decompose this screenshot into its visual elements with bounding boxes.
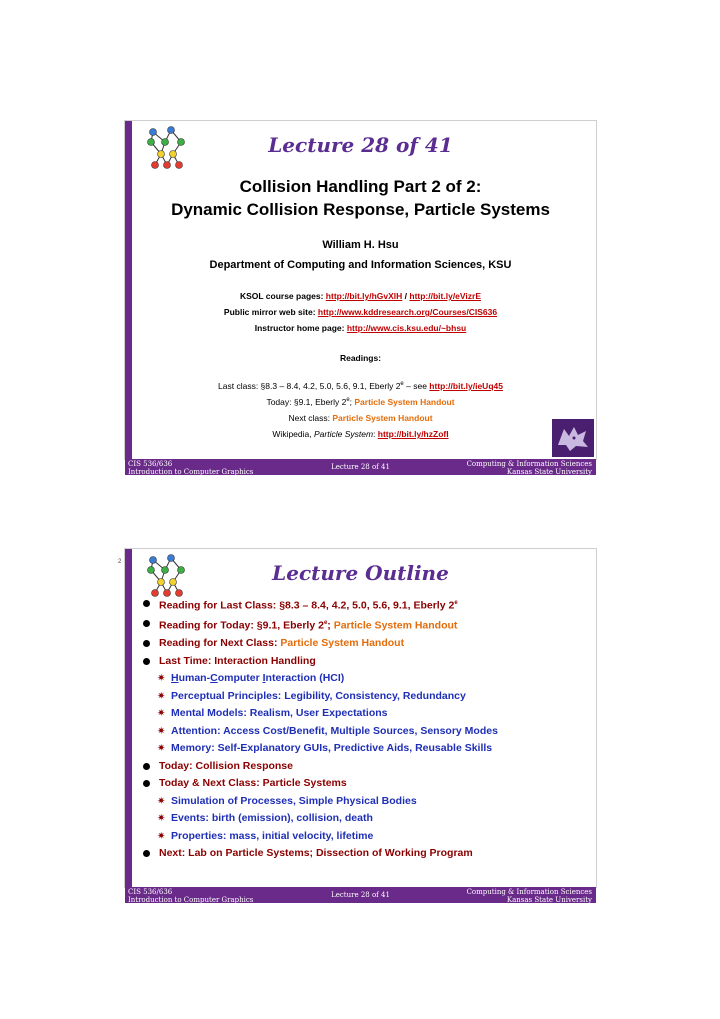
reading-next: Reading for Next Class: — [159, 637, 281, 649]
home-line — [125, 323, 596, 333]
ksol-label: KSOL course pages: — [239, 291, 326, 301]
sub-item — [139, 705, 586, 723]
reading-last-sup: e — [454, 600, 458, 606]
footer-right — [467, 460, 592, 476]
outline-list — [139, 595, 586, 863]
last-class-see: – see — [403, 381, 430, 391]
subtitle-line-2: Dynamic Collision Response, Particle Systems — [171, 200, 550, 219]
star-bullet-icon: ✷ — [157, 795, 166, 807]
next-handout: Particle System Handout — [332, 413, 433, 423]
footer-course-name: Introduction to Computer Graphics — [128, 468, 254, 476]
ksol-link-2[interactable]: http://bit.ly/eVizrE — [409, 291, 482, 301]
subtitle-line-1: Collision Handling Part 2 of 2: — [239, 177, 482, 196]
reading-today-sep: ; — [327, 619, 334, 632]
sub-item — [139, 793, 586, 811]
footer-university: Kansas State University — [506, 896, 592, 904]
list-item: Today: Collision Response — [139, 758, 586, 776]
ksol-separator: / — [402, 291, 410, 301]
next-text: Next class: — [288, 413, 333, 423]
slide-footer — [125, 887, 596, 903]
last-class-line — [125, 381, 596, 391]
next-line — [125, 413, 596, 423]
sub-item — [139, 723, 586, 741]
sub-item — [139, 828, 586, 846]
reading-today-handout: Particle System Handout — [333, 619, 458, 632]
star-bullet-icon: ✷ — [157, 743, 166, 754]
readings-label: Readings: — [339, 353, 382, 363]
footer-dept: Computing & Information Sciences — [466, 460, 592, 468]
sub-events: Events: birth (emission), collision, death — [171, 812, 373, 824]
footer-right — [467, 888, 592, 904]
star-bullet-icon: ✷ — [157, 813, 166, 824]
footer-course-name: Introduction to Computer Graphics — [128, 896, 254, 904]
department: Department of Computing and Information Sciences, KSU — [209, 259, 512, 271]
reading-next-handout: Particle System Handout — [280, 637, 405, 649]
today-text: Today: §9.1, Eberly 2 — [266, 397, 347, 407]
sub-item — [139, 740, 586, 758]
footer-course-code: CIS 536/636 — [128, 460, 173, 468]
sub-item — [139, 688, 586, 706]
list-item: Next: Lab on Particle Systems; Dissection of Working Program — [139, 845, 586, 863]
star-bullet-icon: ✷ — [157, 690, 166, 702]
slide-footer — [125, 459, 596, 475]
mirror-line — [125, 307, 596, 317]
ksol-link-1[interactable]: http://bit.ly/hGvXlH — [325, 291, 403, 301]
slide-sidebar — [125, 549, 132, 887]
slide-number: 2 — [118, 559, 122, 565]
footer-lecture: Lecture 28 of 41 — [331, 891, 390, 899]
last-class-text: Last class: §8.3 – 8.4, 4.2, 5.0, 5.6, 9.1, Eberly 2 — [218, 381, 401, 391]
reading-today-sup: e — [323, 620, 328, 626]
sub-item — [139, 670, 586, 688]
wiki-colon: : — [373, 429, 378, 439]
mirror-link[interactable]: http://www.kddresearch.org/Courses/CIS636 — [317, 307, 498, 317]
last-class-link[interactable]: http://bit.ly/ieUq45 — [429, 381, 503, 391]
last-class-sup: e — [400, 381, 404, 388]
mirror-label: Public mirror web site: — [223, 307, 318, 317]
list-item — [139, 635, 586, 653]
hci-3: nteraction (HCI) — [265, 672, 345, 684]
reading-today: Reading for Today: §9.1, Eberly 2 — [159, 619, 324, 632]
sub-mental: Mental Models: Realism, User Expectations — [171, 707, 388, 719]
footer-university: Kansas State University — [506, 468, 592, 476]
today-line — [125, 397, 596, 407]
subtitle — [125, 175, 596, 221]
ksol-line — [125, 291, 596, 301]
today-sup: e — [346, 397, 350, 404]
footer-lecture: Lecture 28 of 41 — [331, 463, 390, 471]
sub-item — [139, 810, 586, 828]
star-bullet-icon: ✷ — [157, 725, 166, 737]
star-bullet-icon: ✷ — [157, 673, 166, 684]
wiki-link[interactable]: http://bit.ly/hzZofI — [377, 429, 449, 439]
hci-h: H — [171, 672, 179, 684]
wiki-line — [125, 429, 596, 439]
today-handout: Particle System Handout — [354, 397, 455, 407]
sub-attention: Attention: Access Cost/Benefit, Multiple Sources, Sensory Modes — [171, 724, 498, 737]
list-item — [139, 615, 586, 635]
hci-2: omputer — [217, 672, 263, 684]
sub-memory: Memory: Self-Explanatory GUIs, Predictive Aids, Reusable Skills — [171, 742, 493, 754]
reading-last-class: Reading for Last Class: §8.3 – 8.4, 4.2, 5.0, 5.6, 9.1, Eberly 2 — [159, 599, 455, 612]
today-sep: ; — [349, 397, 355, 407]
list-item: Last Time: Interaction Handling — [139, 653, 586, 671]
list-item: Today & Next Class: Particle Systems — [139, 775, 586, 793]
hci-c: C — [210, 672, 218, 684]
wildcat-logo-icon — [552, 419, 594, 457]
slide-title: Lecture Outline — [272, 561, 449, 585]
sub-perceptual: Perceptual Principles: Legibility, Consistency, Redundancy — [171, 689, 466, 702]
wiki-text: Wikipedia, — [272, 429, 314, 439]
slide-title: Lecture 28 of 41 — [268, 133, 453, 157]
hci-i: I — [262, 672, 266, 684]
footer-course-code: CIS 536/636 — [128, 888, 173, 896]
home-label: Instructor home page: — [254, 323, 347, 333]
sub-sim: Simulation of Processes, Simple Physical Bodies — [171, 794, 417, 807]
slide-1 — [124, 120, 597, 476]
wiki-italic: Particle System — [313, 429, 374, 439]
star-bullet-icon: ✷ — [157, 830, 166, 842]
home-link[interactable]: http://www.cis.ksu.edu/~bhsu — [346, 323, 467, 333]
star-bullet-icon: ✷ — [157, 708, 166, 719]
list-item — [139, 595, 586, 615]
slide-2 — [118, 548, 597, 904]
sub-props: Properties: mass, initial velocity, lifetime — [171, 829, 374, 842]
author: William H. Hsu — [322, 239, 399, 251]
hci-1: uman- — [178, 672, 211, 684]
footer-dept: Computing & Information Sciences — [466, 888, 592, 896]
slide-sidebar — [125, 121, 132, 459]
